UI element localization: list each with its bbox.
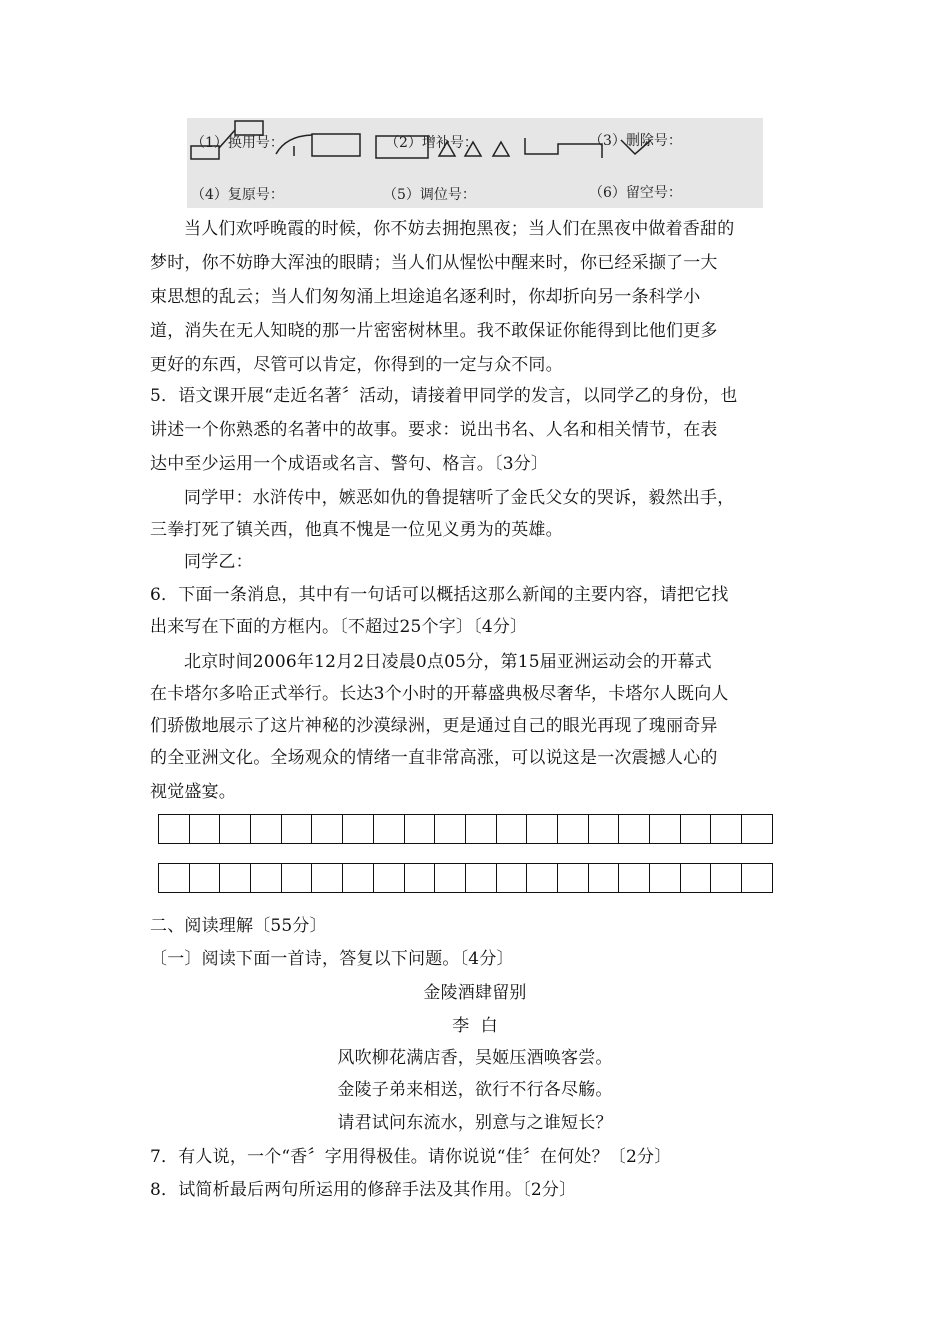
answer-cell[interactable]: [650, 814, 681, 844]
answer-cell[interactable]: [435, 814, 466, 844]
answer-cell[interactable]: [312, 863, 343, 893]
answer-cell[interactable]: [711, 814, 742, 844]
news-line: 北京时间2006年12月2日凌晨0点05分，第15届亚洲运动会的开幕式: [184, 652, 712, 672]
answer-cell[interactable]: [619, 814, 650, 844]
news-line: 的全亚洲文化。全场观众的情绪一直非常高涨，可以说这是一次震撼人心的: [150, 748, 718, 768]
restore-mark-label: （4）复原号：: [191, 187, 284, 203]
passage-line: 道，消失在无人知晓的那一片密密树林里。我不敢保证你能得到比他们更多: [150, 321, 718, 341]
answer-grid-row-1[interactable]: [158, 814, 773, 844]
answer-cell[interactable]: [312, 814, 343, 844]
answer-cell[interactable]: [159, 814, 190, 844]
question-5-line: 5．语文课开展“走近名著〞活动，请接着甲同学的发言，以同学乙的身份，也: [150, 386, 738, 406]
answer-cell[interactable]: [405, 863, 436, 893]
replace-mark-label: （1）换用号：: [191, 135, 284, 151]
passage-line: 当人们欢呼晚霞的时候，你不妨去拥抱黑夜；当人们在黑夜中做着香甜的: [184, 219, 735, 239]
answer-cell[interactable]: [681, 814, 712, 844]
section-2-heading: 二、阅读理解〔55分〕: [150, 916, 327, 936]
student-b-label: 同学乙：: [184, 552, 253, 572]
answer-cell[interactable]: [282, 863, 313, 893]
news-line: 视觉盛宴。: [150, 782, 236, 802]
subsection-1-heading: 〔一〕阅读下面一首诗，答复以下问题。〔4分〕: [150, 949, 514, 969]
question-6-line: 出来写在下面的方框内。〔不超过25个字〕〔4分〕: [150, 617, 528, 637]
question-7: 7．有人说，一个“香〞字用得极佳。请你说说“佳〞在何处？〔2分〕: [150, 1147, 672, 1167]
insert-mark-label: （2）增补号：: [385, 135, 478, 151]
answer-cell[interactable]: [159, 863, 190, 893]
answer-grid-row-2[interactable]: [158, 863, 773, 893]
question-6-line: 6．下面一条消息，其中有一句话可以概括这那么新闻的主要内容，请把它找: [150, 585, 729, 605]
transpose-mark-label: （5）调位号：: [383, 187, 476, 203]
answer-cell[interactable]: [589, 863, 620, 893]
answer-cell[interactable]: [466, 863, 497, 893]
answer-cell[interactable]: [374, 863, 405, 893]
passage-line: 束思想的乱云；当人们匆匆涌上坦途追名逐利时，你却折向另一条科学小: [150, 287, 701, 307]
passage-line: 梦时，你不妨睁大浑浊的眼睛；当人们从惺忪中醒来时，你已经采撷了一大: [150, 253, 718, 273]
question-5-line: 讲述一个你熟悉的名著中的故事。要求：说出书名、人名和相关情节，在表: [150, 420, 718, 440]
answer-cell[interactable]: [190, 814, 221, 844]
answer-cell[interactable]: [650, 863, 681, 893]
answer-cell[interactable]: [742, 863, 773, 893]
poem-author: 李 白: [452, 1016, 498, 1036]
answer-cell[interactable]: [251, 814, 282, 844]
answer-cell[interactable]: [589, 814, 620, 844]
poem-title: 金陵酒肆留别: [423, 983, 527, 1003]
student-a-line: 同学甲：水浒传中，嫉恶如仇的鲁提辖听了金氏父女的哭诉，毅然出手，: [184, 488, 735, 508]
poem-line: 请君试问东流水，别意与之谁短长？: [337, 1113, 613, 1133]
news-line: 在卡塔尔多哈正式举行。长达3个小时的开幕盛典极尽奢华，卡塔尔人既向人: [150, 684, 729, 704]
answer-cell[interactable]: [435, 863, 466, 893]
delete-mark-label: （3）删除号：: [589, 133, 682, 149]
answer-cell[interactable]: [466, 814, 497, 844]
answer-cell[interactable]: [681, 863, 712, 893]
answer-cell[interactable]: [405, 814, 436, 844]
answer-cell[interactable]: [711, 863, 742, 893]
answer-cell[interactable]: [282, 814, 313, 844]
answer-cell[interactable]: [190, 863, 221, 893]
answer-cell[interactable]: [220, 863, 251, 893]
answer-cell[interactable]: [374, 814, 405, 844]
answer-cell[interactable]: [251, 863, 282, 893]
answer-cell[interactable]: [497, 814, 528, 844]
answer-cell[interactable]: [558, 814, 589, 844]
poem-line: 风吹柳花满店香，吴姬压酒唤客尝。: [337, 1048, 613, 1068]
answer-cell[interactable]: [527, 863, 558, 893]
news-line: 们骄傲地展示了这片神秘的沙漠绿洲，更是通过自己的眼光再现了瑰丽奇异: [150, 716, 718, 736]
blank-mark-label: （6）留空号：: [589, 185, 682, 201]
answer-cell[interactable]: [343, 863, 374, 893]
passage-line: 更好的东西，尽管可以肯定，你得到的一定与众不同。: [150, 355, 563, 375]
answer-cell[interactable]: [619, 863, 650, 893]
answer-cell[interactable]: [527, 814, 558, 844]
student-a-line: 三拳打死了镇关西，他真不愧是一位见义勇为的英雄。: [150, 520, 563, 540]
question-8: 8．试简析最后两句所运用的修辞手法及其作用。〔2分〕: [150, 1180, 577, 1200]
poem-line: 金陵子弟来相送，欲行不行各尽觞。: [337, 1080, 613, 1100]
answer-cell[interactable]: [343, 814, 374, 844]
answer-cell[interactable]: [220, 814, 251, 844]
question-5-line: 达中至少运用一个成语或名言、警句、格言。〔3分〕: [150, 454, 549, 474]
answer-cell[interactable]: [558, 863, 589, 893]
proofreading-marks-image: [187, 118, 763, 208]
answer-cell[interactable]: [742, 814, 773, 844]
answer-cell[interactable]: [497, 863, 528, 893]
insert-mark-icon: [272, 130, 367, 160]
